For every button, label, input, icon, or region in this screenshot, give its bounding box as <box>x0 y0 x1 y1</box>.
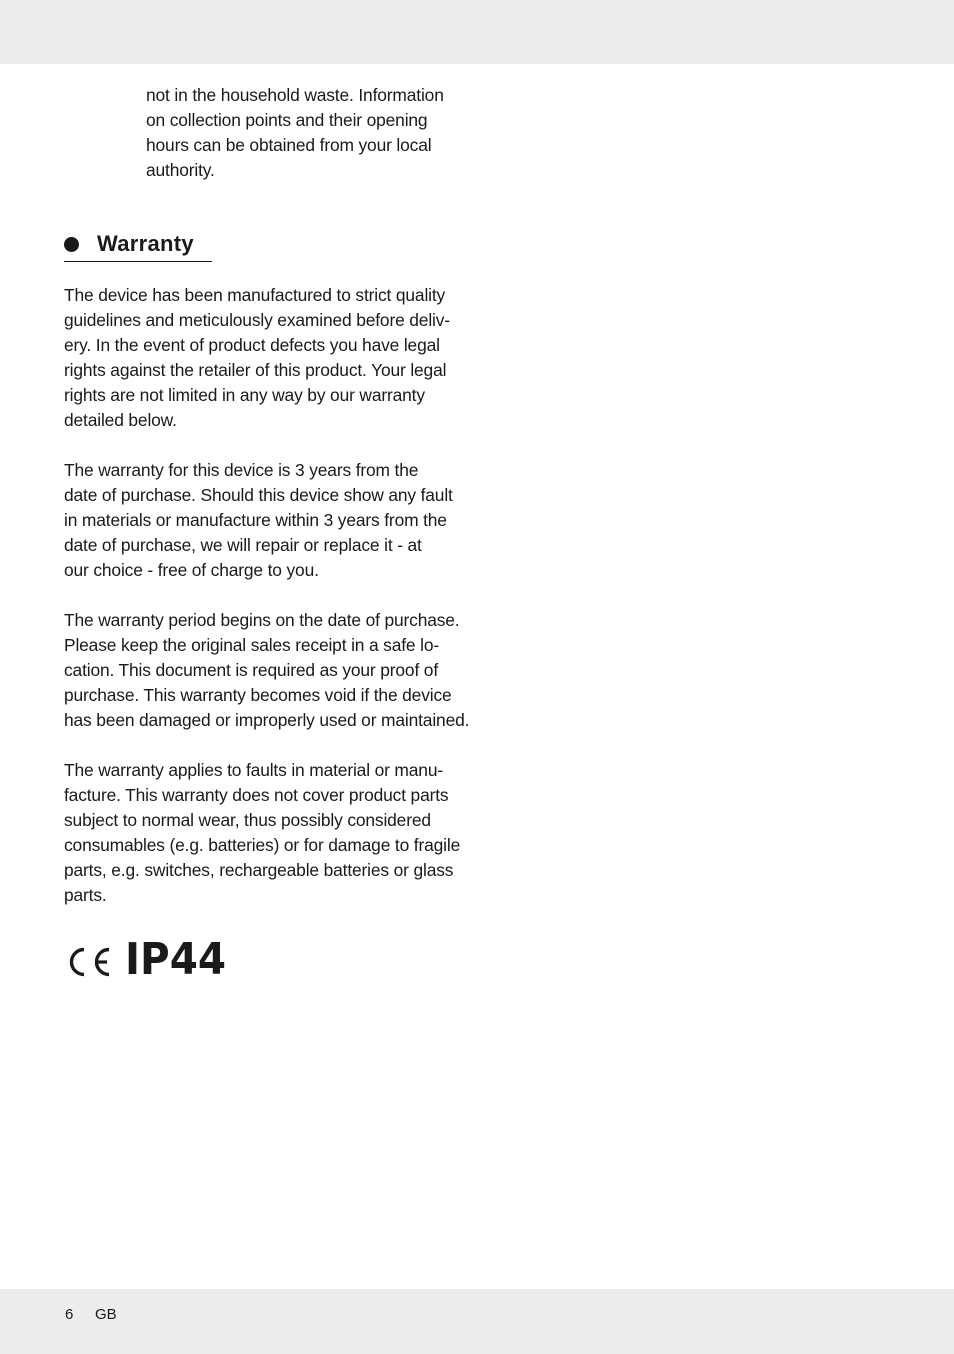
text-line: on collection points and their opening <box>146 110 428 130</box>
ce-mark-icon <box>64 947 112 977</box>
text-line: parts. <box>64 885 107 905</box>
text-line: subject to normal wear, thus possibly considered <box>64 810 431 830</box>
text-line: consumables (e.g. batteries) or for damage to fragile <box>64 835 461 855</box>
text-line: our choice - free of charge to you. <box>64 560 319 580</box>
text-line: purchase. This warranty becomes void if the device <box>64 685 452 705</box>
text-line: has been damaged or improperly used or maintained. <box>64 710 470 730</box>
text-line: rights against the retailer of this product. Your legal <box>64 360 447 380</box>
bullet-icon <box>64 237 79 252</box>
text-line: detailed below. <box>64 410 177 430</box>
text-line: guidelines and meticulously examined before deliv- <box>64 310 450 330</box>
warranty-paragraph-4 <box>64 758 474 908</box>
page-number: 6 <box>65 1306 74 1323</box>
text-line: facture. This warranty does not cover product parts <box>64 785 449 805</box>
text-line: The device has been manufactured to strict quality <box>64 285 446 305</box>
warranty-paragraph-1 <box>64 283 474 433</box>
text-line: not in the household waste. Information <box>146 85 444 105</box>
warranty-paragraph-2 <box>64 458 474 583</box>
text-line: The warranty period begins on the date of purchase. <box>64 610 460 630</box>
warranty-paragraph-3 <box>64 608 474 733</box>
text-line: The warranty applies to faults in material or manu- <box>64 760 443 780</box>
text-line: parts, e.g. switches, rechargeable batteries or glass <box>64 860 454 880</box>
text-line: Please keep the original sales receipt in a safe lo- <box>64 635 440 655</box>
section-title: Warranty <box>97 231 194 256</box>
footer-band <box>0 1289 954 1354</box>
text-line: cation. This document is required as your proof of <box>64 660 439 680</box>
language-code: GB <box>95 1306 117 1323</box>
text-line: date of purchase. Should this device show any fault <box>64 485 453 505</box>
text-line: rights are not limited in any way by our warranty <box>64 385 425 405</box>
warranty-heading <box>64 229 212 262</box>
text-line: The warranty for this device is 3 years from the <box>64 460 419 480</box>
text-line: authority. <box>146 160 215 180</box>
text-line: date of purchase, we will repair or replace it - at <box>64 535 422 555</box>
header-band <box>0 0 954 64</box>
disposal-text <box>146 83 476 183</box>
text-line: hours can be obtained from your local <box>146 135 432 155</box>
text-line: ery. In the event of product defects you have legal <box>64 335 440 355</box>
ip-rating-mark: IP44 <box>125 934 227 985</box>
text-line: in materials or manufacture within 3 years from the <box>64 510 447 530</box>
